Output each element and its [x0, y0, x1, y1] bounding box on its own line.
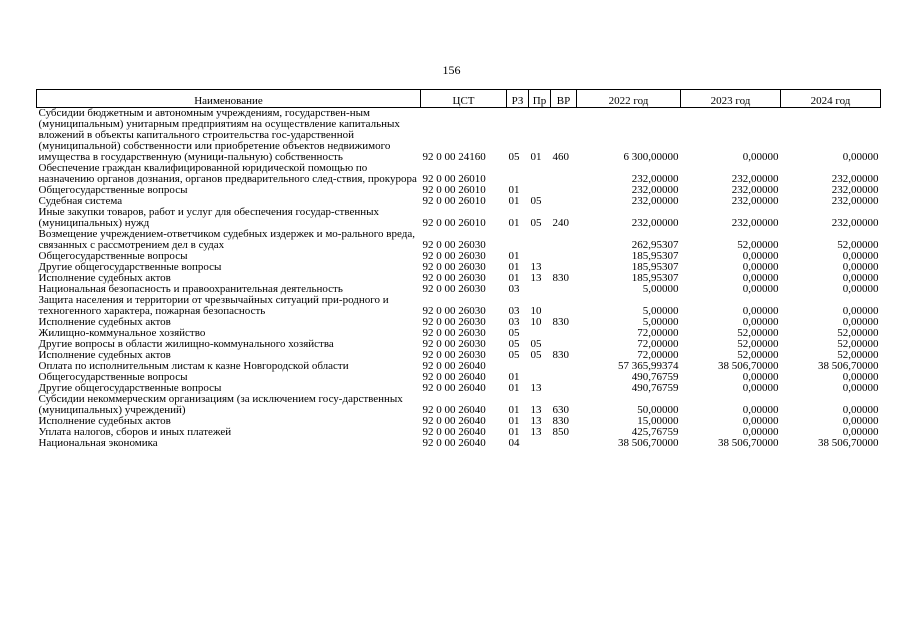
table-header-row — [37, 90, 881, 108]
page-number: 156 — [442, 63, 461, 77]
row-amount-2022: 185,95307 — [631, 250, 679, 262]
table-row — [37, 438, 881, 449]
row-amount-2022: 185,95307 — [631, 261, 679, 273]
row-rz: 03 — [508, 283, 520, 295]
row-rz: 01 — [508, 426, 520, 438]
row-name: Исполнение судебных актов — [38, 316, 171, 328]
table-row — [37, 229, 881, 251]
row-rz: 03 — [508, 316, 520, 328]
row-amount-2023: 0,00000 — [742, 426, 779, 438]
row-name: Общегосударственные вопросы — [38, 371, 188, 383]
row-cst: 92 0 00 26010 — [422, 217, 486, 229]
row-pr — [529, 438, 551, 449]
row-pr — [529, 229, 551, 251]
row-name: Другие общегосударственные вопросы — [38, 382, 222, 394]
row-rz — [507, 163, 529, 185]
row-amount-2022: 38 506,70000 — [618, 437, 679, 449]
table-row — [37, 163, 881, 185]
row-pr — [529, 284, 551, 295]
row-amount-2022: 5,00000 — [642, 316, 679, 328]
row-amount-2023: 0,00000 — [742, 151, 779, 163]
row-amount-2023: 232,00000 — [731, 173, 779, 185]
row-name: Возмещение учреждением-ответчиком судебных издержек и мо-рального вреда, связанных с рассмотрением дел в судах — [38, 228, 415, 251]
header-rz: РЗ — [507, 90, 529, 108]
row-rz: 01 — [508, 261, 520, 273]
row-name: Национальная экономика — [38, 437, 158, 449]
row-pr: 13 — [530, 404, 542, 416]
row-amount-2024: 0,00000 — [842, 283, 879, 295]
row-amount-2023: 52,00000 — [737, 239, 779, 251]
row-vr — [551, 438, 577, 449]
row-amount-2023: 52,00000 — [737, 327, 779, 339]
row-amount-2024: 0,00000 — [842, 272, 879, 284]
row-cst: 92 0 00 26030 — [422, 327, 486, 339]
row-rz: 05 — [508, 327, 520, 339]
row-amount-2022: 262,95307 — [631, 239, 679, 251]
row-vr: 630 — [552, 404, 569, 416]
row-pr — [529, 361, 551, 372]
row-amount-2023: 52,00000 — [737, 349, 779, 361]
row-rz: 01 — [508, 184, 520, 196]
row-amount-2022: 425,76759 — [631, 426, 679, 438]
table-row — [37, 394, 881, 416]
row-amount-2023: 0,00000 — [742, 382, 779, 394]
row-amount-2023: 0,00000 — [742, 272, 779, 284]
row-cst: 92 0 00 26040 — [422, 382, 486, 394]
row-amount-2023: 52,00000 — [737, 338, 779, 350]
header-pr: Пр — [529, 90, 551, 108]
row-amount-2023: 0,00000 — [742, 404, 779, 416]
row-rz: 01 — [508, 371, 520, 383]
row-cst: 92 0 00 24160 — [422, 151, 486, 163]
row-amount-2024: 0,00000 — [842, 404, 879, 416]
row-name: Жилищно-коммунальное хозяйство — [38, 327, 206, 339]
row-name: Субсидии бюджетным и автономным учреждениям, государствен-ным (муниципальным) унитарным предприятиям на осуществление капитальных вложений в объекты капитального строительства гос-ударственной (муниципальной) собственности или приобретение объектов недвижимого имущества в государственную (муници-пальную) собственность — [38, 107, 400, 163]
row-name: Обеспечение граждан квалифицированной юридической помощью по назначению органов дознания, органов предварительного след-ствия, прокурора — [38, 162, 417, 185]
row-amount-2022: 15,00000 — [637, 415, 679, 427]
row-cst: 92 0 00 26040 — [422, 360, 486, 372]
row-amount-2024: 232,00000 — [831, 184, 879, 196]
row-pr: 05 — [530, 338, 542, 350]
row-vr — [551, 372, 577, 383]
row-amount-2022: 6 300,00000 — [623, 151, 679, 163]
row-amount-2022: 57 365,99374 — [618, 360, 679, 372]
row-cst: 92 0 00 26030 — [422, 349, 486, 361]
row-amount-2023: 232,00000 — [731, 195, 779, 207]
row-amount-2023: 232,00000 — [731, 217, 779, 229]
row-cst: 92 0 00 26040 — [422, 437, 486, 449]
row-vr: 830 — [552, 272, 569, 284]
row-amount-2024: 0,00000 — [842, 151, 879, 163]
row-vr: 460 — [552, 151, 569, 163]
row-amount-2024: 0,00000 — [842, 316, 879, 328]
row-rz: 01 — [508, 195, 520, 207]
row-amount-2024: 0,00000 — [842, 250, 879, 262]
row-pr: 13 — [530, 426, 542, 438]
row-pr: 05 — [530, 349, 542, 361]
row-name: Оплата по исполнительным листам к казне Новгородской области — [38, 360, 349, 372]
row-rz: 05 — [508, 338, 520, 350]
row-cst: 92 0 00 26030 — [422, 239, 486, 251]
row-rz: 03 — [508, 305, 520, 317]
row-pr: 13 — [530, 382, 542, 394]
budget-table — [36, 89, 881, 449]
row-vr — [551, 163, 577, 185]
row-amount-2022: 72,00000 — [637, 327, 679, 339]
row-cst: 92 0 00 26030 — [422, 316, 486, 328]
row-amount-2023: 0,00000 — [742, 250, 779, 262]
row-amount-2024: 38 506,70000 — [818, 360, 879, 372]
row-vr — [551, 328, 577, 339]
row-cst: 92 0 00 26030 — [422, 272, 486, 284]
row-amount-2024: 0,00000 — [842, 426, 879, 438]
row-amount-2022: 232,00000 — [631, 173, 679, 185]
row-rz — [507, 229, 529, 251]
header-2023: 2023 год — [681, 90, 781, 108]
row-vr — [551, 284, 577, 295]
row-vr: 830 — [552, 316, 569, 328]
row-name: Защита населения и территории от чрезвычайных ситуаций при-родного и техногенного характера, пожарная безопасность — [38, 294, 389, 317]
row-amount-2022: 72,00000 — [637, 349, 679, 361]
row-amount-2023: 232,00000 — [731, 184, 779, 196]
row-amount-2024: 232,00000 — [831, 195, 879, 207]
row-vr: 850 — [552, 426, 569, 438]
row-rz: 05 — [508, 349, 520, 361]
header-2024: 2024 год — [781, 90, 881, 108]
row-vr — [551, 383, 577, 394]
row-amount-2023: 38 506,70000 — [718, 437, 779, 449]
row-cst: 92 0 00 26030 — [422, 338, 486, 350]
row-pr: 05 — [530, 195, 542, 207]
row-pr: 13 — [530, 272, 542, 284]
row-amount-2023: 0,00000 — [742, 283, 779, 295]
row-name: Исполнение судебных актов — [38, 415, 171, 427]
row-amount-2023: 0,00000 — [742, 371, 779, 383]
table-row — [37, 295, 881, 317]
row-pr: 10 — [530, 305, 542, 317]
row-name: Общегосударственные вопросы — [38, 250, 188, 262]
row-pr: 13 — [530, 261, 542, 273]
row-cst: 92 0 00 26030 — [422, 250, 486, 262]
table-body — [37, 108, 881, 450]
row-cst: 92 0 00 26010 — [422, 195, 486, 207]
row-rz: 01 — [508, 382, 520, 394]
row-vr — [551, 361, 577, 372]
row-amount-2022: 490,76759 — [631, 371, 679, 383]
row-amount-2022: 232,00000 — [631, 184, 679, 196]
row-cst: 92 0 00 26010 — [422, 173, 486, 185]
row-vr — [551, 295, 577, 317]
row-amount-2023: 0,00000 — [742, 305, 779, 317]
row-amount-2023: 0,00000 — [742, 415, 779, 427]
row-name: Национальная безопасность и правоохранительная деятельность — [38, 283, 343, 295]
row-vr: 830 — [552, 349, 569, 361]
row-amount-2022: 5,00000 — [642, 305, 679, 317]
row-name: Исполнение судебных актов — [38, 349, 171, 361]
row-rz: 01 — [508, 217, 520, 229]
row-amount-2022: 185,95307 — [631, 272, 679, 284]
row-amount-2023: 38 506,70000 — [718, 360, 779, 372]
row-amount-2024: 0,00000 — [842, 305, 879, 317]
row-amount-2023: 0,00000 — [742, 261, 779, 273]
row-vr: 240 — [552, 217, 569, 229]
row-vr — [551, 185, 577, 196]
row-vr — [551, 196, 577, 207]
row-cst: 92 0 00 26030 — [422, 283, 486, 295]
row-amount-2024: 0,00000 — [842, 371, 879, 383]
row-amount-2024: 0,00000 — [842, 382, 879, 394]
row-rz: 01 — [508, 250, 520, 262]
table-row — [37, 207, 881, 229]
row-name: Общегосударственные вопросы — [38, 184, 188, 196]
row-vr — [551, 251, 577, 262]
row-name: Субсидии некоммерческим организациям (за исключением госу-дарственных (муниципальных) учреждений) — [38, 393, 403, 416]
row-amount-2024: 232,00000 — [831, 173, 879, 185]
row-cst: 92 0 00 26040 — [422, 371, 486, 383]
row-amount-2024: 52,00000 — [837, 239, 879, 251]
row-amount-2024: 0,00000 — [842, 261, 879, 273]
row-cst: 92 0 00 26010 — [422, 184, 486, 196]
row-pr: 10 — [530, 316, 542, 328]
row-rz: 04 — [508, 437, 520, 449]
row-amount-2024: 52,00000 — [837, 327, 879, 339]
row-name: Другие вопросы в области жилищно-коммунального хозяйства — [38, 338, 334, 350]
row-name: Уплата налогов, сборов и иных платежей — [38, 426, 232, 438]
row-rz: 05 — [508, 151, 520, 163]
header-name: Наименование — [37, 90, 421, 108]
row-name: Другие общегосударственные вопросы — [38, 261, 222, 273]
row-amount-2022: 490,76759 — [631, 382, 679, 394]
row-pr — [529, 163, 551, 185]
header-vr: ВР — [551, 90, 577, 108]
row-amount-2022: 232,00000 — [631, 195, 679, 207]
header-2022: 2022 год — [577, 90, 681, 108]
row-amount-2024: 52,00000 — [837, 338, 879, 350]
row-pr: 13 — [530, 415, 542, 427]
row-cst: 92 0 00 26040 — [422, 426, 486, 438]
row-cst: 92 0 00 26040 — [422, 415, 486, 427]
row-cst: 92 0 00 26030 — [422, 305, 486, 317]
row-pr: 01 — [530, 151, 542, 163]
row-amount-2024: 232,00000 — [831, 217, 879, 229]
row-amount-2024: 52,00000 — [837, 349, 879, 361]
row-pr: 05 — [530, 217, 542, 229]
row-cst: 92 0 00 26030 — [422, 261, 486, 273]
row-name: Судебная система — [38, 195, 123, 207]
row-name: Исполнение судебных актов — [38, 272, 171, 284]
row-amount-2022: 232,00000 — [631, 217, 679, 229]
row-amount-2024: 0,00000 — [842, 415, 879, 427]
row-rz: 01 — [508, 404, 520, 416]
row-amount-2024: 38 506,70000 — [818, 437, 879, 449]
row-cst: 92 0 00 26040 — [422, 404, 486, 416]
row-amount-2022: 50,00000 — [637, 404, 679, 416]
row-amount-2022: 72,00000 — [637, 338, 679, 350]
row-vr: 830 — [552, 415, 569, 427]
row-rz: 01 — [508, 415, 520, 427]
row-amount-2023: 0,00000 — [742, 316, 779, 328]
table-row — [37, 108, 881, 164]
header-cst: ЦСТ — [421, 90, 507, 108]
row-vr — [551, 229, 577, 251]
row-rz: 01 — [508, 272, 520, 284]
row-amount-2022: 5,00000 — [642, 283, 679, 295]
row-name: Иные закупки товаров, работ и услуг для обеспечения государ-ственных (муниципальных) нужд — [38, 206, 380, 229]
